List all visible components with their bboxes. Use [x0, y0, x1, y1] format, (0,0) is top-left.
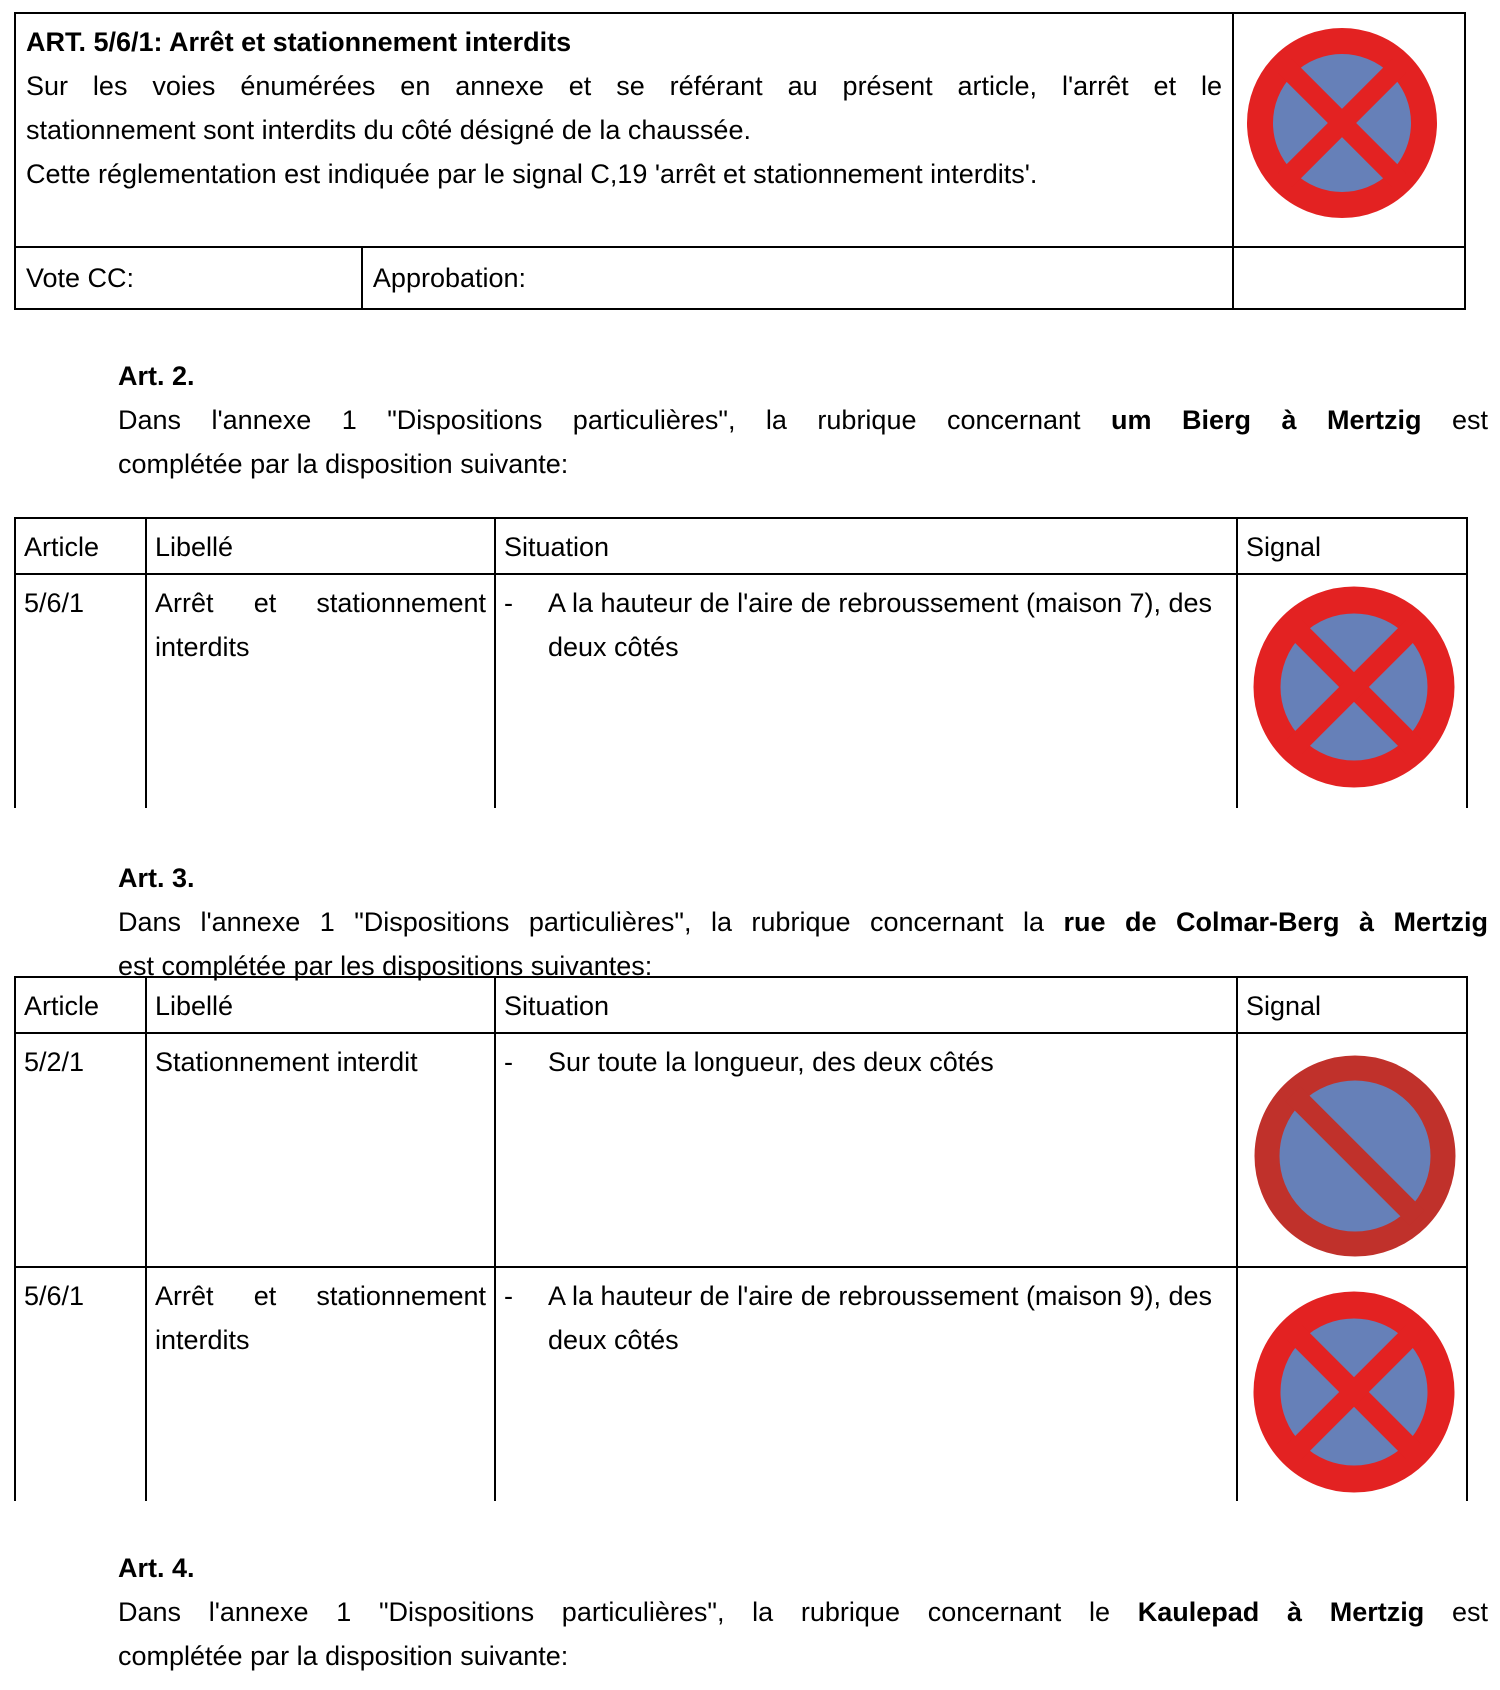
situation-cell: - A la hauteur de l'aire de rebroussement (maison 7), des deux côtés: [495, 574, 1237, 808]
column-header-situation: Situation: [495, 518, 1237, 574]
article-definition-line: stationnement sont interdits du côté désigné de la chaussée.: [26, 115, 751, 145]
article-2-text-line: Dans l'annexe 1 "Dispositions particulières", la rubrique concernant um Bierg à Mertzig est: [118, 405, 1488, 435]
article-3-text-line: est complétée par les dispositions suivantes:: [118, 951, 653, 981]
regulation-table-art3: [14, 976, 1468, 1501]
article-definition-box: [14, 12, 1466, 310]
article-number-cell: 5/2/1: [15, 1033, 146, 1267]
situation-cell: - Sur toute la longueur, des deux côtés: [495, 1033, 1237, 1267]
column-header-situation: Situation: [495, 977, 1237, 1033]
article-definition-line: Sur les voies énumérées en annexe et se référant au présent article, l'arrêt et le: [26, 71, 1222, 101]
article-definition-title: ART. 5/6/1: Arrêt et stationnement interdits: [26, 27, 572, 57]
libelle-cell: Arrêt et stationnement interdits: [146, 574, 495, 808]
table-header-row: [15, 518, 1467, 574]
column-header-signal: Signal: [1237, 518, 1467, 574]
approbation-label: Approbation:: [372, 263, 527, 293]
article-number-cell: 5/6/1: [15, 1267, 146, 1501]
article-definition-line: Cette réglementation est indiquée par le signal C,19 'arrêt et stationnement interdits'.: [26, 159, 1038, 189]
table-row: [15, 1267, 1467, 1501]
no-stopping-no-parking-sign-icon: [1252, 1290, 1456, 1494]
street-name: rue de Colmar-Berg à Mertzig: [1063, 907, 1488, 937]
vote-cc-label: Vote CC:: [26, 263, 135, 293]
article-3-section: [118, 856, 1488, 988]
article-2-section: [118, 354, 1488, 486]
column-header-libelle: Libellé: [146, 518, 495, 574]
column-header-signal: Signal: [1237, 977, 1467, 1033]
libelle-cell: Arrêt et stationnement interdits: [146, 1267, 495, 1501]
no-stopping-no-parking-sign-icon: [1252, 585, 1456, 789]
article-3-text-line: Dans l'annexe 1 "Dispositions particulières", la rubrique concernant la rue de Colmar-Berg à Mertzig: [118, 907, 1488, 937]
table-row: [15, 574, 1467, 808]
no-parking-sign-icon: [1253, 1054, 1457, 1258]
article-3-heading: Art. 3.: [118, 863, 195, 893]
column-header-libelle: Libellé: [146, 977, 495, 1033]
article-4-text-line: complétée par la disposition suivante:: [118, 1641, 569, 1671]
approbation-cell: [362, 247, 1233, 309]
situation-cell: - A la hauteur de l'aire de rebroussement (maison 9), des deux côtés: [495, 1267, 1237, 1501]
article-2-text-line: complétée par la disposition suivante:: [118, 449, 569, 479]
article-number-cell: 5/6/1: [15, 574, 146, 808]
signal-cell: [1237, 1267, 1467, 1501]
table-header-row: [15, 977, 1467, 1033]
column-header-article: Article: [15, 518, 146, 574]
article-4-text-line: Dans l'annexe 1 "Dispositions particulières", la rubrique concernant le Kaulepad à Mertzig est: [118, 1597, 1488, 1627]
article-4-heading: Art. 4.: [118, 1553, 195, 1583]
street-name: um Bierg à Mertzig: [1111, 405, 1422, 435]
no-stopping-no-parking-sign-icon: [1245, 26, 1439, 220]
libelle-cell: Stationnement interdit: [146, 1033, 495, 1267]
article-definition-cell: [15, 13, 1233, 247]
article-sign-cell: [1233, 13, 1465, 247]
empty-cell: [1233, 247, 1465, 309]
street-name: Kaulepad à Mertzig: [1137, 1597, 1425, 1627]
vote-cc-cell: [15, 247, 362, 309]
column-header-article: Article: [15, 977, 146, 1033]
article-2-heading: Art. 2.: [118, 361, 195, 391]
signal-cell: [1237, 574, 1467, 808]
article-4-section: [118, 1546, 1488, 1678]
regulation-table-art2: [14, 517, 1468, 808]
table-row: [15, 1033, 1467, 1267]
signal-cell: [1237, 1033, 1467, 1267]
